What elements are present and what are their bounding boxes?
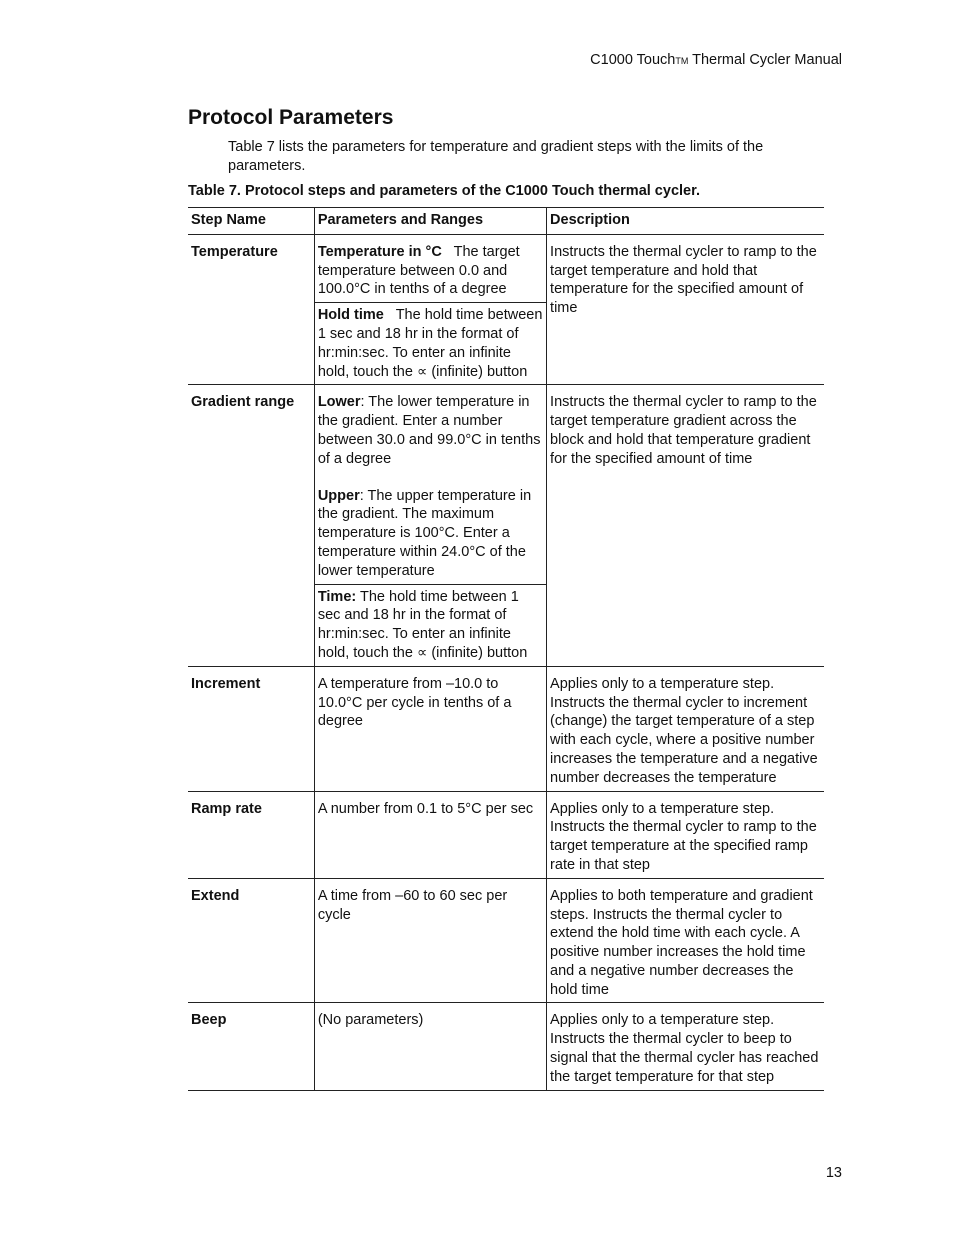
section-title: Protocol Parameters bbox=[188, 106, 394, 129]
param-ramp-rate: A number from 0.1 to 5°C per sec bbox=[314, 791, 546, 878]
param-increment: A temperature from –10.0 to 10.0°C per cycle in tenths of a degree bbox=[314, 666, 546, 791]
param-text: The hold time between 1 sec and 18 hr in the format of hr:min:sec. To enter an infinite hold, touch the ∝ (infinite) button bbox=[317, 307, 547, 380]
intro-paragraph: Table 7 lists the parameters for temperature and gradient steps with the limits of the parameters. bbox=[228, 139, 764, 174]
page-number: 13 bbox=[825, 1165, 842, 1181]
param-label: Temperature in °C bbox=[317, 243, 442, 260]
param-label: Time: bbox=[317, 588, 357, 605]
manual-name-suffix: Thermal Cycler Manual bbox=[688, 52, 842, 68]
param-text: : The lower temperature in the gradient. Enter a number between 30.0 and 99.0°C in tenths of a degree bbox=[317, 394, 541, 467]
param-text: The hold time between 1 sec and 18 hr in the format of hr:min:sec. To enter an infinite hold, touch the ∝ (infinite) button bbox=[317, 588, 528, 661]
description-temperature: Instructs the thermal cycler to ramp to the target temperature and hold that temperature for the specified amount of time bbox=[550, 243, 817, 317]
param-lower-upper bbox=[314, 385, 546, 584]
trademark-mark: TM bbox=[675, 56, 689, 66]
table-row bbox=[188, 666, 824, 791]
table-row bbox=[188, 791, 824, 878]
description-gradient: Instructs the thermal cycler to ramp to the target temperature gradient across the block and hold that temperature gradient for the specified amount of time bbox=[550, 394, 817, 467]
param-text: : The upper temperature in the gradient. The maximum temperature is 100°C. Enter a temperature within 24.0°C of the lower temperature bbox=[317, 487, 532, 579]
step-name-gradient: Gradient range bbox=[191, 394, 295, 411]
param-beep: (No parameters) bbox=[314, 1003, 546, 1090]
param-label: Hold time bbox=[317, 307, 384, 324]
param-label: Upper bbox=[317, 487, 360, 504]
description-beep: Applies only to a temperature step. Instructs the thermal cycler to beep to signal that the thermal cycler has reached the target temperature for that step bbox=[550, 1012, 819, 1085]
table-row bbox=[188, 234, 824, 302]
param-text: The target temperature between 0.0 and 100.0°C in tenths of a degree bbox=[317, 243, 524, 298]
table-caption: Table 7. Protocol steps and parameters of the C1000 Touch thermal cycler. bbox=[188, 183, 700, 199]
step-name-ramp-rate: Ramp rate bbox=[191, 800, 262, 817]
description-extend: Applies to both temperature and gradient steps. Instructs the thermal cycler to extend the hold time with each cycle. A positive number increases the hold time and a negative number decreases the hold time bbox=[550, 887, 813, 998]
param-gradient-time bbox=[314, 584, 546, 666]
protocol-parameters-table bbox=[188, 207, 824, 1091]
param-label: Lower bbox=[317, 394, 361, 411]
header-description: Description bbox=[550, 212, 630, 228]
param-hold-time bbox=[314, 303, 546, 385]
step-name-increment: Increment bbox=[191, 675, 261, 692]
manual-name: C1000 Touch bbox=[590, 52, 676, 68]
table-row bbox=[188, 385, 824, 584]
step-name-temperature: Temperature bbox=[191, 243, 278, 260]
step-name-beep: Beep bbox=[191, 1012, 227, 1029]
table-header-row bbox=[188, 208, 824, 235]
table-row bbox=[188, 1003, 824, 1090]
step-name-extend: Extend bbox=[191, 887, 240, 904]
upper-paragraph bbox=[318, 487, 543, 581]
header-step-name: Step Name bbox=[191, 212, 266, 228]
description-ramp-rate: Applies only to a temperature step. Instructs the thermal cycler to ramp to the target temperature at the specified ramp rate in that step bbox=[550, 800, 817, 873]
param-extend: A time from –60 to 60 sec per cycle bbox=[314, 878, 546, 1003]
param-temperature bbox=[314, 234, 546, 302]
running-header bbox=[590, 52, 842, 68]
description-increment: Applies only to a temperature step. Instructs the thermal cycler to increment (change) the target temperature of a step with each cycle, where a positive number increases the temperature and a negative number decreases the temperature bbox=[550, 675, 818, 786]
table-row bbox=[188, 878, 824, 1003]
header-parameters: Parameters and Ranges bbox=[314, 208, 546, 235]
